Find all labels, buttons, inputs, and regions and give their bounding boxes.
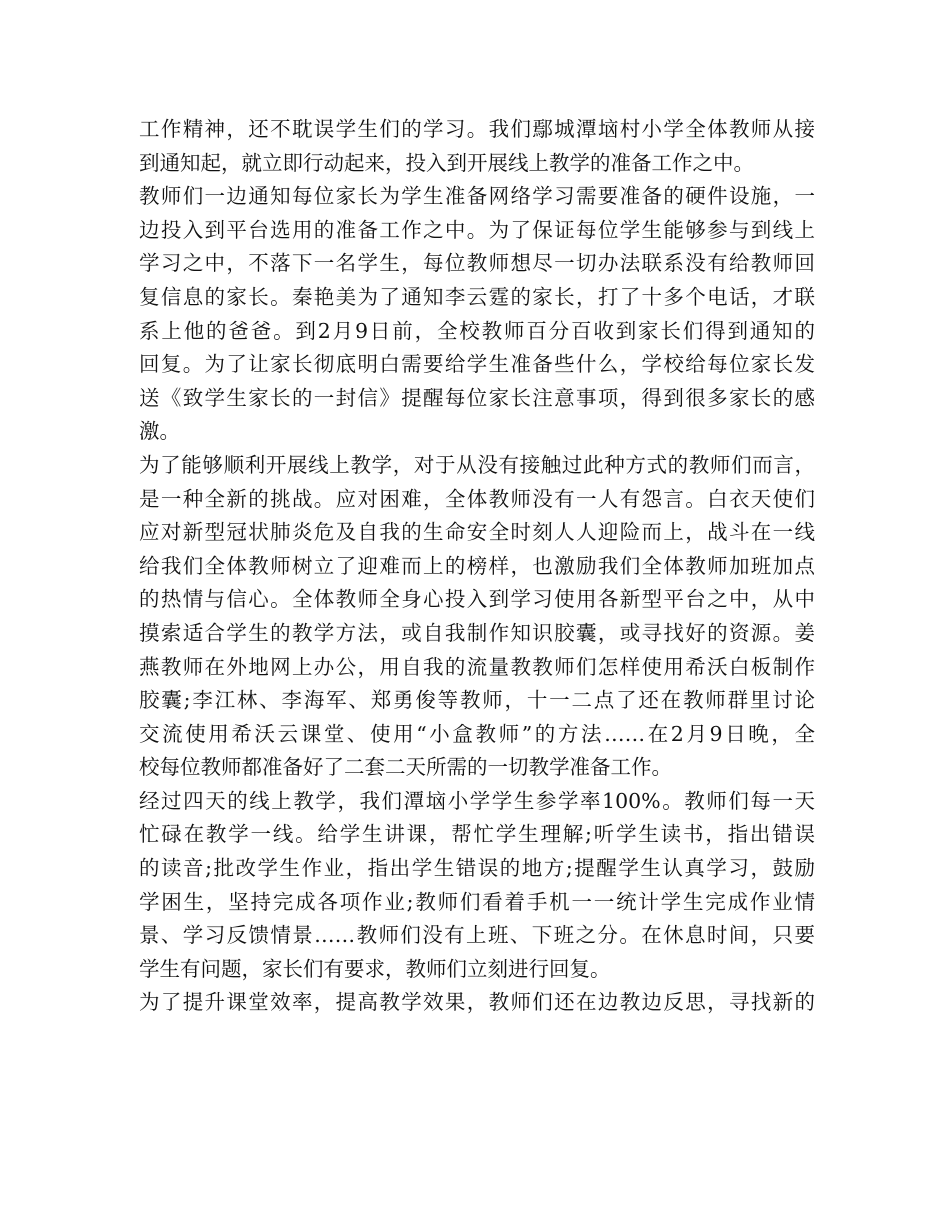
body-text xyxy=(139,113,815,1020)
text-line: 是一种全新的挑战。应对困难，全体教师没有一人有怨言。白衣天使们 xyxy=(139,486,815,511)
text-line: 学生有问题，家长们有要求，教师们立刻进行回复。 xyxy=(139,956,611,981)
text-line: 应对新型冠状肺炎危及自我的生命安全时刻人人迎险而上，战斗在一线 xyxy=(139,520,815,545)
text-line: 为了能够顺利开展线上教学，对于从没有接触过此种方式的教师们而言， xyxy=(139,452,815,477)
text-line: 送《致学生家长的一封信》提醒每位家长注意事项，得到很多家长的感 xyxy=(139,385,815,410)
text-line: 校每位教师都准备好了二套二天所需的一切教学准备工作。 xyxy=(139,755,672,780)
text-line: 复信息的家长。秦艳美为了通知李云霆的家长，打了十多个电话，才联 xyxy=(139,284,815,309)
text-line: 的热情与信心。全体教师全身心投入到学习使用各新型平台之中，从中 xyxy=(139,587,815,612)
text-line: 摸索适合学生的教学方法，或自我制作知识胶囊，或寻找好的资源。姜 xyxy=(139,620,815,645)
text-line: 到通知起，就立即行动起来，投入到开展线上教学的准备工作之中。 xyxy=(139,150,754,175)
text-line: 胶囊;李江林、李海军、郑勇俊等教师，十一二点了还在教师群里讨论 xyxy=(139,688,815,713)
text-line: 景、学习反馈情景……教师们没有上班、下班之分。在休息时间，只要 xyxy=(139,923,815,948)
text-line: 学困生，坚持完成各项作业;教师们看着手机一一统计学生完成作业情 xyxy=(139,889,815,914)
text-line: 经过四天的线上教学，我们潭垴小学学生参学率100%。教师们每一天 xyxy=(139,788,815,813)
text-line: 回复。为了让家长彻底明白需要给学生准备些什么，学校给每位家长发 xyxy=(139,352,815,377)
text-line: 边投入到平台选用的准备工作之中。为了保证每位学生能够参与到线上 xyxy=(139,217,815,242)
text-line: 的读音;批改学生作业，指出学生错误的地方;提醒学生认真学习，鼓励 xyxy=(139,856,815,881)
text-line: 燕教师在外地网上办公，用自我的流量教教师们怎样使用希沃白板制作 xyxy=(139,654,815,679)
text-line: 交流使用希沃云课堂、使用“小盒教师”的方法……在2月9日晚，全 xyxy=(139,721,815,746)
text-line: 给我们全体教师树立了迎难而上的榜样，也激励我们全体教师加班加点 xyxy=(139,553,815,578)
text-line: 系上他的爸爸。到2月9日前，全校教师百分百收到家长们得到通知的 xyxy=(139,318,815,343)
text-line: 激。 xyxy=(139,419,180,444)
text-line: 学习之中，不落下一名学生，每位教师想尽一切办法联系没有给教师回 xyxy=(139,251,815,276)
text-line: 忙碌在教学一线。给学生讲课，帮忙学生理解;听学生读书，指出错误 xyxy=(139,822,815,847)
text-line: 工作精神，还不耽误学生们的学习。我们鄢城潭垴村小学全体教师从接 xyxy=(139,117,815,141)
text-line: 为了提升课堂效率，提高教学效果，教师们还在边教边反思，寻找新的 xyxy=(139,990,815,1015)
text-line: 教师们一边通知每位家长为学生准备网络学习需要准备的硬件设施，一 xyxy=(139,184,815,209)
